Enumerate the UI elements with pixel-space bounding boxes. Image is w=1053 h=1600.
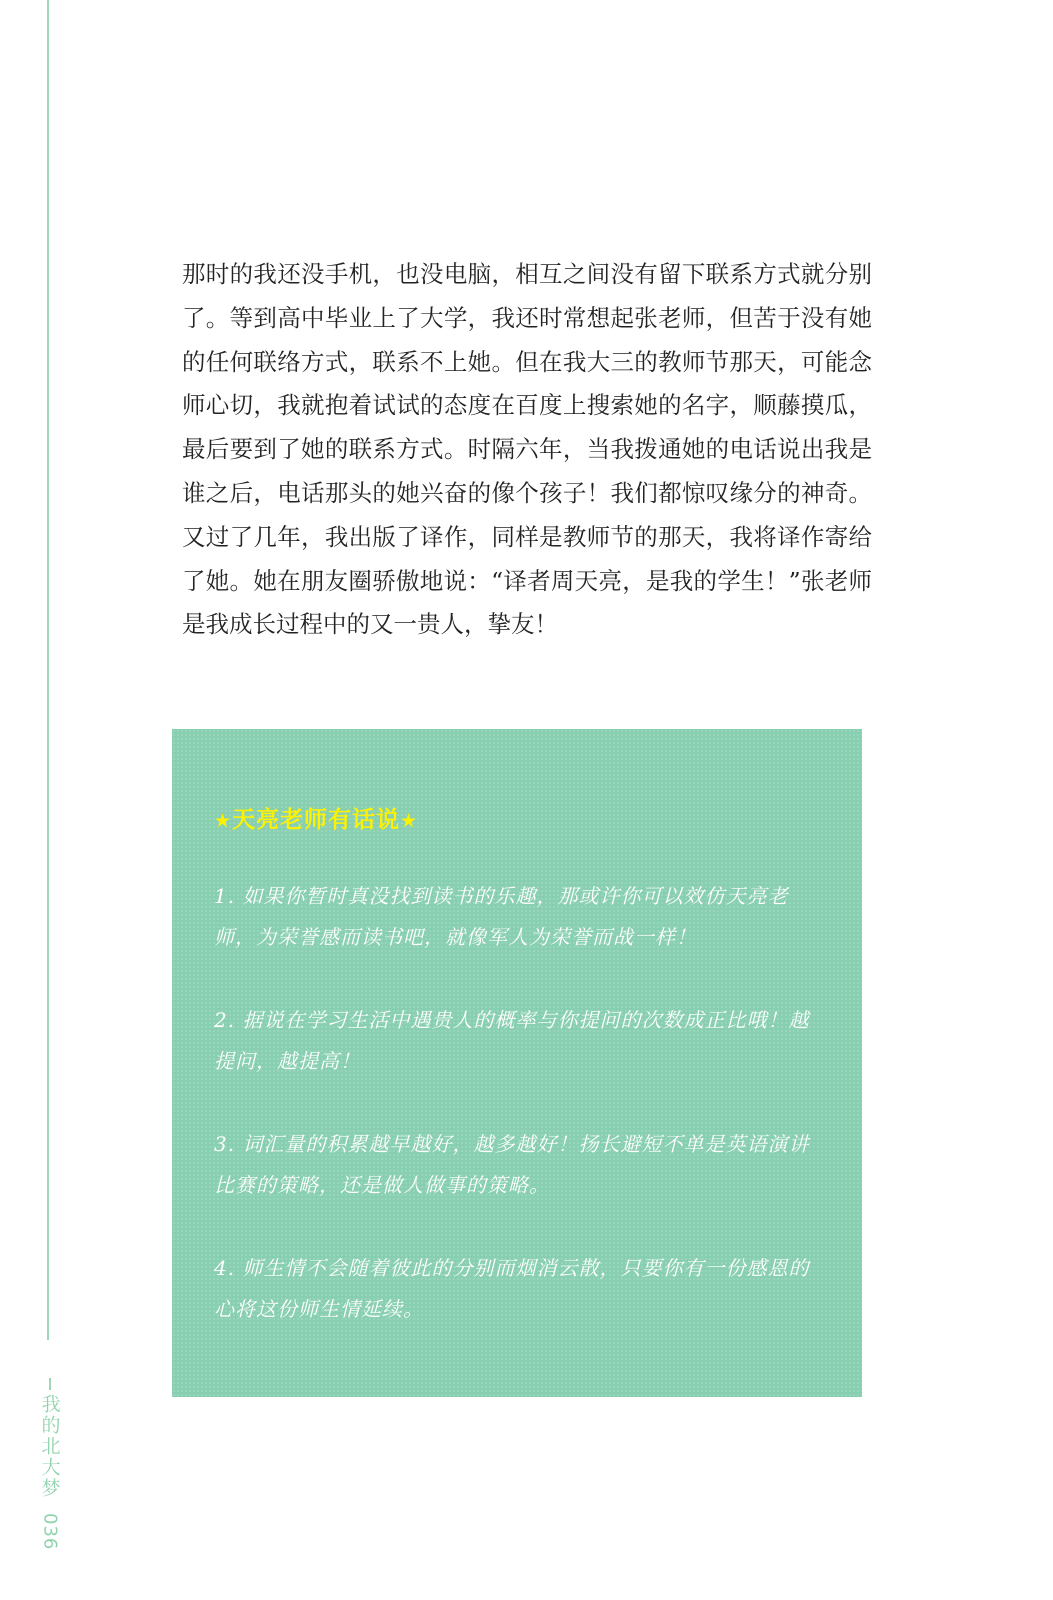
tip-title-text: 天亮老师有话说	[232, 807, 401, 833]
page-number: 036	[39, 1513, 61, 1551]
body-paragraph: 那时的我还没手机，也没电脑，相互之间没有留下联系方式就分别了。等到高中毕业上了大学，我还时常想起张老师，但苦于没有她的任何联络方式，联系不上她。但在我大三的教师节那天，可能念师心切，我就抱着试试的态度在百度上搜索她的名字，顺藤摸瓜，最后要到了她的联系方式。时隔六年，当我拨通她的电话说出我是谁之后，电话那头的她兴奋的像个孩子！我们都惊叹缘分的神奇。又过了几年，我出版了译作，同样是教师节的那天，我将译作寄给了她。她在朋友圈骄傲地说：“译者周天亮，是我的学生！”张老师是我成长过程中的又一贵人，挚友！	[182, 260, 872, 639]
body-text	[182, 253, 872, 647]
tip-title	[214, 801, 418, 834]
tip-item: 4. 师生情不会随着彼此的分别而烟消云散，只要你有一份感恩的心将这份师生情延续。	[214, 1256, 810, 1321]
book-title: 我的北大梦	[38, 1394, 61, 1499]
footer-rule	[49, 1378, 51, 1390]
tip-box	[172, 729, 862, 1397]
page-footer	[36, 1378, 64, 1550]
tip-item: 3. 词汇量的积累越早越好，越多越好！扬长避短不单是英语演讲比赛的策略，还是做人做事的策略。	[214, 1132, 810, 1197]
margin-line	[47, 0, 49, 1340]
tip-item: 2. 据说在学习生活中遇贵人的概率与你提问的次数成正比哦！越提问，越提高！	[214, 1008, 810, 1073]
star-icon: ★	[214, 810, 233, 832]
tip-item: 1. 如果你暂时真没找到读书的乐趣，那或许你可以效仿天亮老师，为荣誉感而读书吧，就像军人为荣誉而战一样！	[214, 884, 789, 949]
star-icon: ★	[400, 810, 419, 832]
